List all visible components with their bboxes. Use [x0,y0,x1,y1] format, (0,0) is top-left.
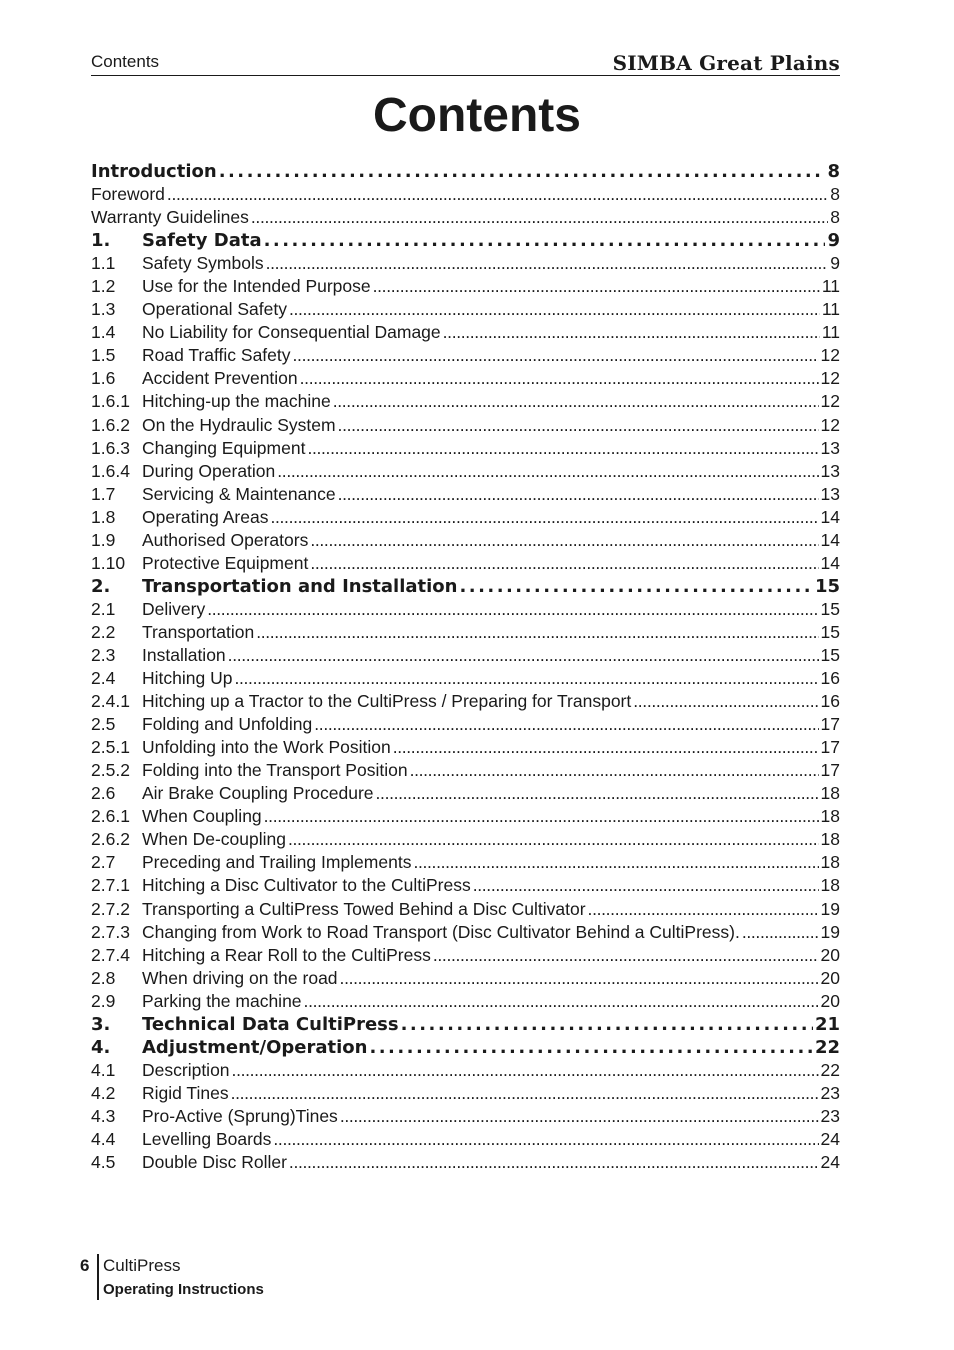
toc-entry-page: 23 [820,1082,840,1103]
toc-entry-title: When De-coupling [142,829,286,850]
toc-entry-page: 24 [820,1152,840,1173]
toc-entry-title: Protective Equipment [142,552,309,573]
toc-entry-number: 4.2 [91,1082,116,1103]
toc-entry[interactable] [91,1105,840,1128]
toc-entry-page: 13 [820,483,840,504]
toc-dot-leader [459,575,812,598]
toc-entry-page: 15 [820,598,840,619]
toc-dot-leader [369,1036,812,1059]
toc-entry-page: 18 [820,806,840,827]
toc-entry-title: Changing Equipment [142,437,306,458]
toc-entry-number: 2.6.1 [91,806,130,827]
toc-entry-page: 11 [821,276,840,297]
toc-entry[interactable] [91,1059,840,1082]
toc-entry-title: Use for the Intended Purpose [142,276,371,297]
toc-entry-title: When driving on the road [142,967,338,988]
toc-entry-number: 4.4 [91,1128,116,1149]
toc-dot-leader [338,414,819,437]
toc-entry-page: 12 [820,368,840,389]
toc-dot-leader [288,828,819,851]
toc-entry-number: 2.3 [91,644,116,665]
toc-entry[interactable] [91,229,840,252]
toc-entry-page: 20 [820,990,840,1011]
brand-logo-text: SIMBA Great Plains [612,51,840,75]
toc-entry-number: 2.6.2 [91,829,130,850]
toc-entry[interactable] [91,321,840,344]
toc-entry-title: Introduction [91,161,217,182]
toc-entry-number: 2.7.2 [91,898,130,919]
toc-entry[interactable] [91,1082,840,1105]
toc-entry-number: 2. [91,575,111,597]
toc-entry-title: No Liability for Consequential Damage [142,322,441,343]
toc-entry-page: 15 [820,644,840,665]
toc-entry-title: Transportation [142,621,255,642]
toc-dot-leader [273,1128,818,1151]
toc-dot-leader [307,437,818,460]
toc-entry-page: 9 [830,253,840,274]
toc-entry-page: 17 [820,737,840,758]
toc-entry-title: Foreword [91,184,165,205]
toc-entry-page: 18 [820,829,840,850]
toc-entry-title: Servicing & Maintenance [142,483,336,504]
toc-dot-leader [633,690,818,713]
toc-entry-number: 2.5 [91,714,116,735]
toc-dot-leader [333,390,819,413]
toc-dot-leader [264,229,826,252]
toc-dot-leader [289,1151,819,1174]
toc-entry-title: Accident Prevention [142,368,298,389]
toc-entry-number: 3. [91,1013,111,1035]
toc-entry-title: Levelling Boards [142,1128,272,1149]
toc-entry[interactable] [91,414,840,437]
toc-dot-leader [264,805,819,828]
toc-entry-page: 11 [821,299,840,320]
toc-entry-title: Warranty Guidelines [91,207,249,228]
toc-entry[interactable] [91,298,840,321]
toc-entry-number: 1.4 [91,322,116,343]
toc-entry-title: Description [142,1059,230,1080]
page-title: Contents [373,89,581,142]
toc-entry-title: Technical Data CultiPress [142,1013,399,1035]
toc-entry-title: Hitching-up the machine [142,391,331,412]
toc-entry-number: 1. [91,230,111,252]
toc-entry-number: 1.2 [91,276,116,297]
toc-entry-page: 22 [820,1059,840,1080]
toc-dot-leader [588,898,819,921]
page-header [91,52,840,76]
toc-entry-page: 14 [820,506,840,527]
toc-entry-title: Changing from Work to Road Transport (Disc Cultivator Behind a CultiPress). [142,921,740,942]
toc-entry-page: 8 [827,161,840,182]
toc-dot-leader [376,782,819,805]
toc-entry-title: Operational Safety [142,299,287,320]
toc-entry[interactable] [91,1013,840,1036]
footer-page-number: 6 [80,1256,90,1275]
toc-entry[interactable] [91,367,840,390]
toc-entry-number: 2.7 [91,852,116,873]
toc-dot-leader [293,344,819,367]
toc-entry-page: 8 [830,184,840,205]
toc-entry-title: Road Traffic Safety [142,345,291,366]
toc-dot-leader [266,252,829,275]
table-of-contents [91,160,840,1174]
toc-entry-number: 1.6 [91,368,116,389]
toc-entry-number: 2.8 [91,967,116,988]
toc-entry[interactable] [91,1151,840,1174]
toc-entry-title: Installation [142,644,226,665]
toc-entry[interactable] [91,874,840,897]
toc-entry-page: 13 [820,460,840,481]
toc-entry-title: Safety Symbols [142,253,264,274]
toc-dot-leader [310,529,818,552]
toc-entry-number: 1.9 [91,529,116,550]
toc-dot-leader [742,921,819,944]
toc-entry[interactable] [91,552,840,575]
toc-entry-title: Operating Areas [142,506,269,527]
toc-entry-page: 18 [820,852,840,873]
toc-entry[interactable] [91,828,840,851]
toc-entry-number: 2.7.1 [91,875,130,896]
toc-entry-page: 9 [827,230,840,252]
toc-entry-number: 4. [91,1036,111,1058]
toc-dot-leader [413,851,818,874]
toc-entry-title: Safety Data [142,230,262,252]
toc-dot-leader [277,460,818,483]
toc-entry-title: Hitching up a Tractor to the CultiPress / Preparing for Transport [142,691,632,712]
toc-entry[interactable] [91,390,840,413]
toc-entry[interactable] [91,759,840,782]
toc-entry-number: 2.5.1 [91,737,130,758]
toc-entry[interactable] [91,782,840,805]
toc-entry-page: 21 [814,1013,840,1035]
toc-entry-number: 1.1 [91,253,116,274]
toc-dot-leader [410,759,819,782]
toc-entry[interactable] [91,644,840,667]
toc-entry-title: Parking the machine [142,990,302,1011]
toc-entry[interactable] [91,990,840,1013]
toc-entry-page: 19 [820,898,840,919]
toc-dot-leader [473,874,819,897]
toc-entry[interactable] [91,690,840,713]
toc-entry[interactable] [91,921,840,944]
header-section-label: Contents [91,52,160,71]
toc-entry[interactable] [91,460,840,483]
toc-entry-title: Double Disc Roller [142,1152,287,1173]
toc-dot-leader [314,713,818,736]
toc-entry-number: 1.10 [91,552,126,573]
toc-entry[interactable] [91,437,840,460]
footer-subtitle: Operating Instructions [103,1281,264,1298]
toc-entry[interactable] [91,598,840,621]
toc-entry-page: 12 [820,345,840,366]
toc-entry[interactable] [91,529,840,552]
toc-entry-number: 2.7.4 [91,944,130,965]
toc-entry-title: Preceding and Trailing Implements [142,852,412,873]
toc-entry[interactable] [91,575,840,598]
toc-entry-page: 24 [820,1128,840,1149]
toc-dot-leader [219,160,826,183]
toc-entry-number: 2.9 [91,990,116,1011]
toc-entry[interactable] [91,206,840,229]
toc-entry-page: 12 [820,391,840,412]
toc-entry[interactable] [91,252,840,275]
toc-entry-page: 8 [830,207,840,228]
toc-entry-page: 11 [821,322,840,343]
toc-entry-page: 14 [820,552,840,573]
toc-entry[interactable] [91,160,840,183]
toc-entry[interactable] [91,483,840,506]
toc-entry[interactable] [91,805,840,828]
toc-entry-page: 22 [814,1036,840,1058]
toc-entry-title: During Operation [142,460,276,481]
toc-dot-leader [338,483,819,506]
toc-entry[interactable] [91,1128,840,1151]
toc-entry-title: Transporting a CultiPress Towed Behind a Disc Cultivator [142,898,586,919]
toc-dot-leader [256,621,818,644]
toc-entry-number: 1.6.2 [91,414,130,435]
toc-entry-title: Air Brake Coupling Procedure [142,783,374,804]
toc-entry-title: Hitching Up [142,668,233,689]
toc-entry-title: Hitching a Rear Roll to the CultiPress [142,944,431,965]
toc-dot-leader [289,298,820,321]
toc-entry[interactable] [91,621,840,644]
toc-entry-title: Rigid Tines [142,1082,229,1103]
toc-dot-leader [304,990,819,1013]
toc-entry-number: 2.5.2 [91,760,130,781]
toc-entry-number: 1.5 [91,345,116,366]
toc-entry-page: 18 [820,783,840,804]
toc-entry-page: 23 [820,1105,840,1126]
toc-entry-title: Unfolding into the Work Position [142,737,391,758]
toc-entry-number: 2.6 [91,783,116,804]
toc-entry-page: 15 [814,575,840,597]
toc-dot-leader [373,275,820,298]
toc-entry-number: 1.3 [91,299,116,320]
toc-entry-number: 1.8 [91,506,116,527]
toc-entry[interactable] [91,667,840,690]
toc-entry-title: Hitching a Disc Cultivator to the CultiPress [142,875,471,896]
toc-dot-leader [310,552,818,575]
toc-dot-leader [393,736,819,759]
toc-entry-number: 2.1 [91,598,116,619]
toc-dot-leader [232,1059,819,1082]
toc-dot-leader [228,644,819,667]
toc-entry-number: 1.6.3 [91,437,130,458]
toc-entry-number: 1.7 [91,483,116,504]
toc-entry-page: 13 [820,437,840,458]
toc-entry-number: 4.3 [91,1105,116,1126]
toc-dot-leader [443,321,820,344]
toc-entry-title: Delivery [142,598,206,619]
toc-entry-page: 20 [820,944,840,965]
toc-entry-number: 2.2 [91,621,116,642]
toc-dot-leader [251,206,828,229]
toc-dot-leader [231,1082,819,1105]
toc-dot-leader [340,967,819,990]
toc-entry-number: 1.6.4 [91,460,130,481]
toc-entry-page: 20 [820,967,840,988]
toc-entry-number: 2.4.1 [91,691,130,712]
toc-dot-leader [167,183,828,206]
toc-entry-page: 12 [820,414,840,435]
toc-entry[interactable] [91,183,840,206]
toc-entry[interactable] [91,344,840,367]
toc-entry[interactable] [91,713,840,736]
toc-entry-number: 1.6.1 [91,391,130,412]
toc-entry-page: 15 [820,621,840,642]
toc-entry-number: 2.4 [91,668,116,689]
toc-dot-leader [234,667,818,690]
toc-entry-page: 17 [820,714,840,735]
toc-entry[interactable] [91,506,840,529]
toc-entry-title: Adjustment/Operation [142,1036,368,1058]
toc-entry-page: 19 [820,921,840,942]
footer-product-name: CultiPress [103,1256,181,1275]
toc-entry-title: When Coupling [142,806,262,827]
toc-entry-page: 17 [820,760,840,781]
toc-entry-page: 18 [820,875,840,896]
toc-entry-page: 14 [820,529,840,550]
toc-entry[interactable] [91,967,840,990]
toc-entry-number: 4.1 [91,1059,116,1080]
toc-entry[interactable] [91,851,840,874]
toc-entry-page: 16 [820,668,840,689]
toc-entry[interactable] [91,944,840,967]
toc-entry-title: Folding and Unfolding [142,714,313,735]
toc-dot-leader [207,598,818,621]
toc-entry-title: On the Hydraulic System [142,414,336,435]
toc-entry-title: Authorised Operators [142,529,309,550]
toc-entry[interactable] [91,275,840,298]
toc-entry-title: Folding into the Transport Position [142,760,408,781]
toc-entry[interactable] [91,736,840,759]
toc-entry-title: Pro-Active (Sprung)Tines [142,1105,338,1126]
toc-dot-leader [300,367,819,390]
toc-entry-title: Transportation and Installation [142,575,458,597]
toc-dot-leader [340,1105,819,1128]
toc-entry[interactable] [91,898,840,921]
toc-dot-leader [270,506,818,529]
toc-entry-number: 2.7.3 [91,921,130,942]
toc-entry-page: 16 [820,691,840,712]
toc-dot-leader [433,944,819,967]
toc-entry[interactable] [91,1036,840,1059]
toc-entry-number: 4.5 [91,1152,116,1173]
toc-dot-leader [401,1013,813,1036]
footer-divider [97,1254,99,1300]
